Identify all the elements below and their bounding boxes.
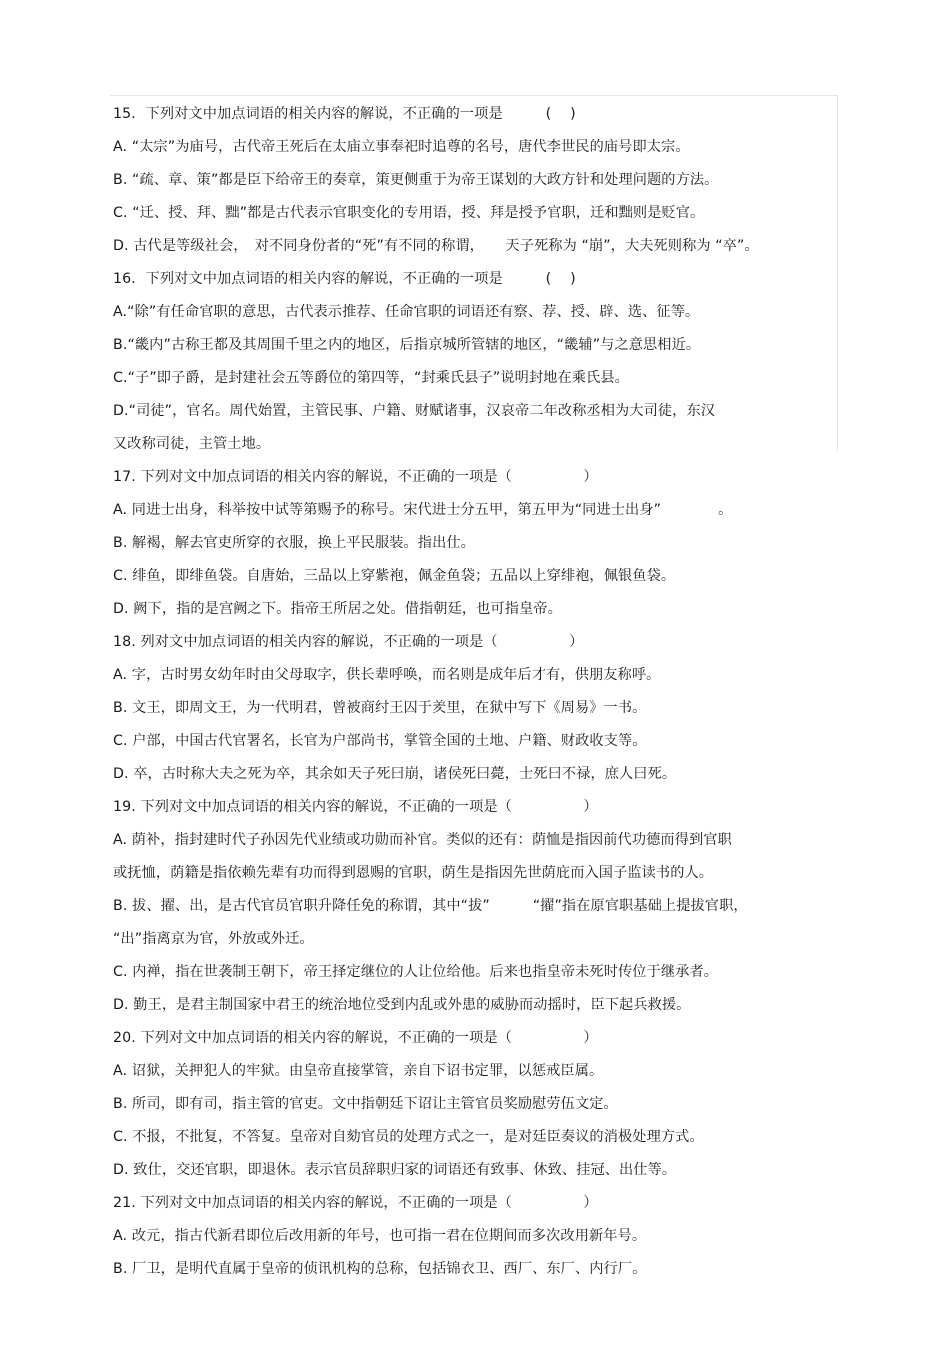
text-line: C.“子”即子爵，是封建社会五等爵位的第四等，“封乘氏县子”说明封地在乘氏县。	[113, 370, 629, 386]
text-line: D. 阙下，指的是宫阙之下。指帝王所居之处。借指朝廷，也可指皇帝。	[113, 601, 562, 617]
text-line: B. 所司，即有司，指主管的官吏。文中指朝廷下诏让主管官员奖励慰劳伍文定。	[113, 1096, 618, 1112]
text-line: A. 同进士出身，科举按中试等第赐予的称号。宋代进士分五甲，第五甲为“同进士出身” 。	[113, 502, 733, 518]
text-line: 15．下列对文中加点词语的相关内容的解说，不正确的一项是 ( )	[113, 106, 576, 122]
text-line: B. 厂卫，是明代直属于皇帝的侦讯机构的总称，包括锦衣卫、西厂、东厂、内行厂。	[113, 1261, 647, 1277]
text-line: A. 字，古时男女幼年时由父母取字，供长辈呼唤，而名则是成年后才有，供朋友称呼。	[113, 667, 661, 683]
text-line: C. 户部，中国古代官署名，长官为户部尚书，掌管全国的土地、户籍、财政收支等。	[113, 733, 647, 749]
text-line: B. 拔、擢、出，是古代官员官职升降任免的称谓，其中“拔” “擢”指在原官职基础上提拔官职，	[113, 898, 748, 914]
text-line: 19. 下列对文中加点词语的相关内容的解说，不正确的一项是（ ）	[113, 799, 598, 815]
text-line: D.“司徒”，官名。周代始置，主管民事、户籍、财赋诸事，汉哀帝二年改称丞相为大司徒，东汉	[113, 403, 716, 419]
text-line: A. 荫补，指封建时代子孙因先代业绩或功勋而补官。类似的还有：荫恤是指因前代功德而得到官职	[113, 832, 732, 848]
text-line: A. 诏狱，关押犯人的牢狱。由皇帝直接掌管，亲自下诏书定罪，以惩戒臣属。	[113, 1063, 604, 1079]
text-line: A. “太宗”为庙号，古代帝王死后在太庙立事奉祀时追尊的名号，唐代李世民的庙号即太宗。	[113, 139, 690, 155]
text-line: 又改称司徒，主管土地。	[113, 436, 271, 452]
text-line: D. 致仕，交还官职，即退休。表示官员辞职归家的词语还有致事、休致、挂冠、出仕等。	[113, 1162, 677, 1178]
text-line: A.“除”有任命官职的意思，古代表示推荐、任命官职的词语还有察、荐、授、辟、选、征等。	[113, 304, 700, 320]
text-line: 21. 下列对文中加点词语的相关内容的解说，不正确的一项是（ ）	[113, 1195, 598, 1211]
frame-border-right	[837, 95, 838, 451]
text-line: “出”指离京为官，外放或外迁。	[113, 931, 314, 947]
text-line: D. 古代是等级社会， 对不同身份者的“死”有不同的称谓， 天子死称为 “崩”，大夫死则称为 “卒”。	[113, 238, 759, 254]
text-line: A. 改元，指古代新君即位后改用新的年号，也可指一君在位期间而多次改用新年号。	[113, 1228, 647, 1244]
text-line: C. “迁、授、拜、黜”都是古代表示官职变化的专用语，授、拜是授予官职，迁和黜则是贬官。	[113, 205, 705, 221]
text-line: 或抚恤，荫籍是指依赖先辈有功而得到恩赐的官职，荫生是指因先世荫庇而入国子监读书的人。	[113, 865, 714, 881]
frame-border-top	[110, 95, 838, 96]
text-line: C. 绯鱼，即绯鱼袋。自唐始，三品以上穿紫袍，佩金鱼袋；五品以上穿绯袍，佩银鱼袋。	[113, 568, 676, 584]
text-line: 17. 下列对文中加点词语的相关内容的解说，不正确的一项是（ ）	[113, 469, 598, 485]
text-line: C. 内禅，指在世袭制王朝下，帝王择定继位的人让位给他。后来也指皇帝未死时传位于继承者。	[113, 964, 719, 980]
text-line: B. 文王，即周文王，为一代明君，曾被商纣王囚于羑里，在狱中写下《周易》一书。	[113, 700, 647, 716]
text-line: B. 解褐，解去官吏所穿的衣服，换上平民服装。指出仕。	[113, 535, 475, 551]
text-line: B.“畿内”古称王都及其周围千里之内的地区，后指京城所管辖的地区，“畿辅”与之意思相近。	[113, 337, 701, 353]
text-line: 20. 下列对文中加点词语的相关内容的解说，不正确的一项是（ ）	[113, 1030, 598, 1046]
text-line: 18. 列对文中加点词语的相关内容的解说，不正确的一项是（ ）	[113, 634, 584, 650]
text-line: C. 不报，不批复，不答复。皇帝对自劾官员的处理方式之一，是对廷臣奏议的消极处理方式。	[113, 1129, 704, 1145]
text-line: 16．下列对文中加点词语的相关内容的解说，不正确的一项是 ( )	[113, 271, 576, 287]
text-line: D. 卒，古时称大夫之死为卒，其余如天子死曰崩，诸侯死曰薨，士死曰不禄，庶人曰死。	[113, 766, 677, 782]
text-line: B. “疏、章、策”都是臣下给帝王的奏章，策更侧重于为帝王谋划的大政方针和处理问题的方法。	[113, 172, 719, 188]
text-line: D. 勤王，是君主制国家中君王的统治地位受到内乱或外患的威胁而动摇时，臣下起兵救援。	[113, 997, 691, 1013]
